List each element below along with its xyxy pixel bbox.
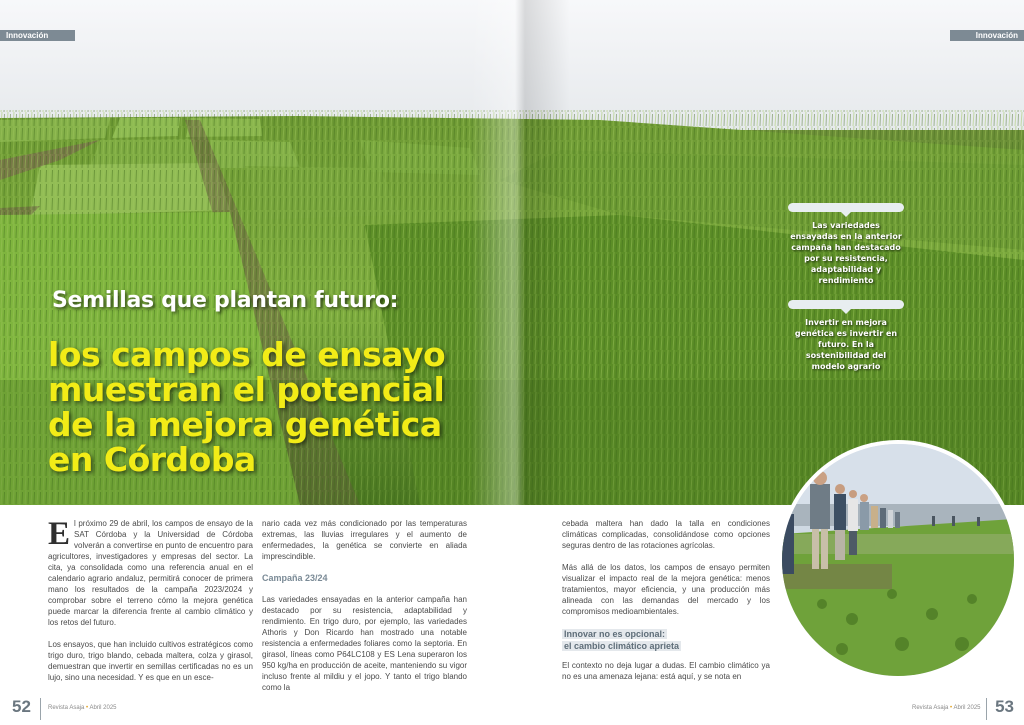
pull-quote-text: Las variedades ensayadas en la anterior campaña han destacado por su resistencia, adaptabilidad y rendimiento (790, 221, 902, 285)
magazine-name: Revista Asaja (912, 705, 949, 711)
section-subheading (562, 628, 770, 652)
paragraph: El contexto no deja lugar a dudas. El cambio climático ya no es una amenaza lejana: está aquí, y se nota en (562, 661, 770, 681)
section-tag-right: Innovación (950, 30, 1024, 41)
paragraph: Los ensayos, que han incluido cultivos estratégicos como trigo duro, trigo blando, cebada maltera, colza y girasol, demuestran que invertir en semillas certificadas no es un lujo, sino una necesidad. Y es que en un esce- (48, 640, 253, 682)
article-kicker: Semillas que plantan futuro: (52, 288, 399, 313)
footer-divider (986, 698, 987, 720)
issue-date: Abril 2025 (953, 705, 981, 711)
footer-credit-left (48, 705, 117, 711)
body-column-1 (48, 518, 253, 694)
magazine-name: Revista Asaja (48, 705, 85, 711)
footer-credit-right (912, 705, 981, 711)
drop-cap: E (48, 516, 71, 552)
paragraph-text: l próximo 29 de abril, los campos de ensayo de la SAT Córdoba y la Universidad de Córdoba volverán a convertirse en punto de encuentro para agricultores, investigadores y empresas del sector. La cita, ya consolidada como una referencia anual en el calendario agrario andaluz, permitirá conocer de primera mano los resultados de la campaña 2023/2024 y comprobar sobre el terreno cómo la mejora genética puede marcar la diferencia frente al cambio climático y los retos del futuro. (48, 519, 253, 627)
footer-divider (40, 698, 41, 720)
pull-quote-marker (788, 203, 904, 212)
page-number-right: 53 (995, 697, 1014, 716)
paragraph: Las variedades ensayadas en la anterior campaña han destacado por su resistencia, adaptabilidad y rendimiento. En trigo duro, por ejemplo, las variedades Athoris y Don Ricardo han mostrado una notable resistencia a enfermedades foliares como la septoria. En girasol, líneas como P64LC108 y ES Lena superaron los 950 kg/ha en producción de aceite, manteniendo su vigor incluso frente al mildiu y el jopo. Y tanto el trigo blando como la (262, 595, 467, 692)
section-tag-left: Innovación (0, 30, 75, 41)
pull-quote-text: Invertir en mejora genética es invertir en futuro. En la sostenibilidad del modelo agrario (794, 318, 898, 371)
body-column-2 (262, 518, 467, 704)
paragraph: cebada maltera han dado la talla en condiciones climáticas complicadas, consolidándose como opciones seguras dentro de las rotaciones agrícolas. (562, 519, 770, 550)
subheading-line-1: Innovar no es opcional: (564, 629, 666, 639)
footer-separator: • (950, 705, 953, 711)
section-subheading: Campaña 23/24 (262, 573, 328, 583)
pull-quote-2 (788, 300, 904, 372)
page-fold-shadow (470, 0, 570, 505)
paragraph: nario cada vez más condicionado por las temperaturas extremas, las lluvias irregulares y el aumento de enfermedades, la genética se convierte en aliada imprescindible. (262, 519, 467, 561)
paragraph (48, 518, 253, 628)
inset-photo-visitors (778, 440, 1018, 680)
page-number-left: 52 (12, 697, 31, 716)
pull-quote-marker (788, 300, 904, 309)
pull-quote-1 (788, 203, 904, 286)
issue-date: Abril 2025 (89, 705, 117, 711)
subheading-line-2: el cambio climático aprieta (564, 641, 680, 651)
footer-separator: • (86, 705, 89, 711)
body-column-3 (562, 518, 770, 693)
article-headline: los campos de ensayo muestran el potencial de la mejora genética en Córdoba (48, 335, 446, 479)
paragraph: Más allá de los datos, los campos de ensayo permiten visualizar el impacto real de la mejora genética: menos tratamientos, mayor eficiencia, y una producción más alineada con las demandas del mercado y los compromisos medioambientales. (562, 563, 770, 616)
visitors-illustration (782, 444, 1014, 676)
